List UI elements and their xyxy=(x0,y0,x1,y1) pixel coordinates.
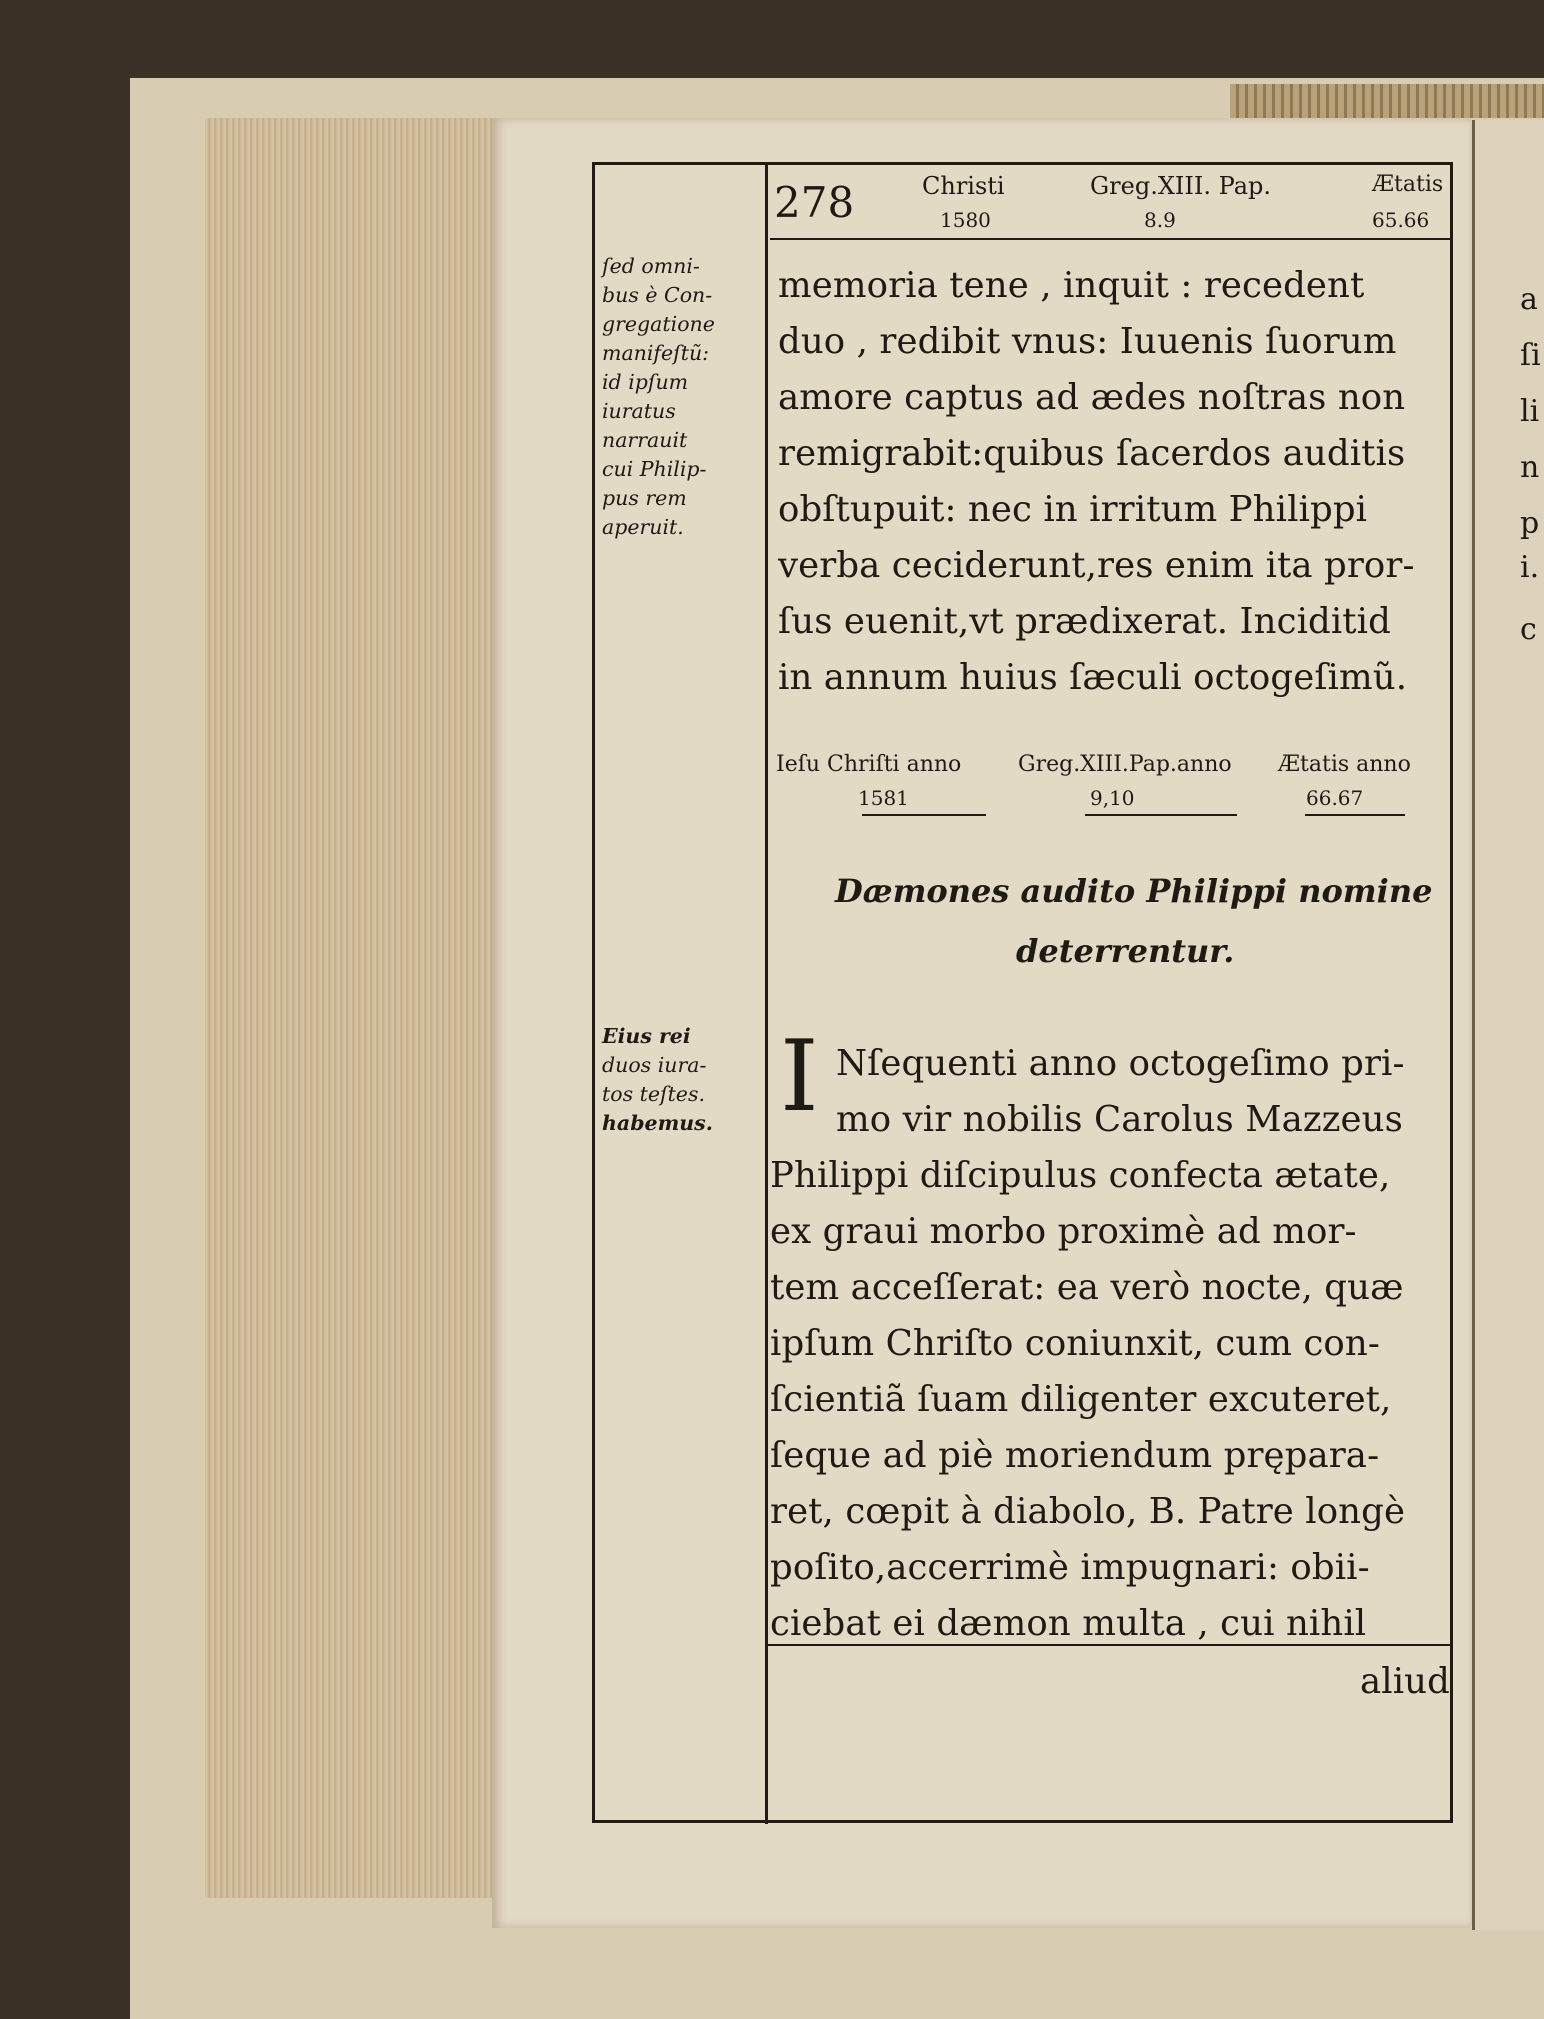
body-line: ex graui morbo proximè ad mor- xyxy=(770,1211,1357,1252)
body-line: ſcientiã ſuam diligenter excuteret, xyxy=(770,1379,1392,1420)
year-underline-3 xyxy=(1305,814,1405,816)
body-line: mo vir nobilis Carolus Mazzeus xyxy=(836,1099,1403,1140)
margin-note-line: id ipſum xyxy=(602,370,689,394)
facing-page-fragment: a xyxy=(1520,282,1538,317)
margin-note-line: narrauit xyxy=(602,428,688,452)
year-row-christi-value: 1581 xyxy=(858,786,909,810)
year-underline-2 xyxy=(1085,814,1237,816)
header-christi-label: Christi xyxy=(922,172,1005,200)
frame-right-rule xyxy=(1450,162,1453,1822)
margin-note-line: pus rem xyxy=(602,486,687,510)
body-line: ret, cœpit à diabolo, B. Patre longè xyxy=(770,1491,1406,1532)
facing-page-edge xyxy=(1472,120,1544,1930)
year-row-pope-label: Greg.XIII.Pap.anno xyxy=(1018,752,1232,777)
margin-note-line: habemus. xyxy=(602,1111,713,1135)
facing-page-fragment: c xyxy=(1520,612,1537,647)
page-number: 278 xyxy=(774,178,855,227)
header-pope-year: 8.9 xyxy=(1144,208,1176,232)
body-line: in annum huius ſæculi octogeſimũ. xyxy=(778,657,1408,698)
catchword: aliud xyxy=(1360,1661,1450,1702)
header-bottom-rule xyxy=(770,238,1452,240)
body-line: memoria tene , inquit : recedent xyxy=(778,265,1365,306)
body-line: Nſequenti anno octogeſimo pri- xyxy=(836,1043,1405,1084)
frame-left-rule xyxy=(592,162,595,1822)
margin-note-line: gregatione xyxy=(602,312,715,336)
margin-note-line: iuratus xyxy=(602,399,676,423)
margin-note-line: manifeſtũ: xyxy=(602,341,710,365)
frame-bottom-rule xyxy=(592,1820,1453,1823)
body-line: remigrabit:quibus ſacerdos auditis xyxy=(778,433,1406,474)
header-christi-year: 1580 xyxy=(940,208,991,232)
body-line: tem acceſſerat: ea verò nocte, quæ xyxy=(770,1267,1404,1308)
body-line: ſus euenit,vt prædixerat. Inciditid xyxy=(778,601,1391,642)
frame-top-rule xyxy=(592,162,1452,165)
binding-thread xyxy=(1230,84,1544,118)
body-line: ipſum Chriſto coniunxit, cum con- xyxy=(770,1323,1380,1364)
margin-note-line: ſed omni- xyxy=(602,254,700,278)
facing-page-fragment: i. xyxy=(1520,550,1540,585)
year-row-christi-label: Ieſu Chriſti anno xyxy=(776,752,962,777)
year-row-aetatis-value: 66.67 xyxy=(1306,786,1364,810)
margin-note-line: bus è Con- xyxy=(602,283,713,307)
margin-note-line: tos teſtes. xyxy=(602,1082,705,1106)
facing-page-fragment: ſi xyxy=(1520,338,1541,373)
header-aetatis-label: Ætatis xyxy=(1372,172,1444,197)
body-line: obſtupuit: nec in irritum Philippi xyxy=(778,489,1368,530)
facing-page-fragment: li xyxy=(1520,394,1540,429)
drop-cap: I xyxy=(780,1020,819,1134)
margin-note-line: aperuit. xyxy=(602,515,684,539)
margin-note-line: Eius rei xyxy=(602,1024,691,1048)
header-pope-label: Greg.XIII. Pap. xyxy=(1090,172,1271,200)
body-line: ciebat ei dæmon multa , cui nihil xyxy=(770,1603,1367,1644)
margin-note-line: cui Philip- xyxy=(602,457,707,481)
body-line: verba ceciderunt,res enim ita pror- xyxy=(778,545,1415,586)
year-row-pope-value: 9,10 xyxy=(1090,786,1135,810)
body-line: amore captus ad ædes noſtras non xyxy=(778,377,1406,418)
body-line: Philippi diſcipulus confecta ætate, xyxy=(770,1155,1391,1196)
body-line: poſito,accerrimè impugnari: obii- xyxy=(770,1547,1370,1588)
page-block-edge xyxy=(205,118,507,1898)
section-title-line-1: Dæmones audito Philippi nomine xyxy=(835,872,1433,910)
facing-page-fragment: n xyxy=(1520,450,1540,485)
facing-page-fragment: p xyxy=(1520,506,1540,541)
margin-note-line: duos iura- xyxy=(602,1053,707,1077)
body-line: duo , redibit vnus: Iuuenis ſuorum xyxy=(778,321,1397,362)
body-line: ſeque ad piè moriendum prępara- xyxy=(770,1435,1380,1476)
year-row-aetatis-label: Ætatis anno xyxy=(1278,752,1411,777)
section-title-line-2: deterrentur. xyxy=(1016,932,1235,970)
header-aetatis-value: 65.66 xyxy=(1372,208,1430,232)
year-underline-1 xyxy=(862,814,986,816)
margin-divider-rule xyxy=(765,162,768,1824)
